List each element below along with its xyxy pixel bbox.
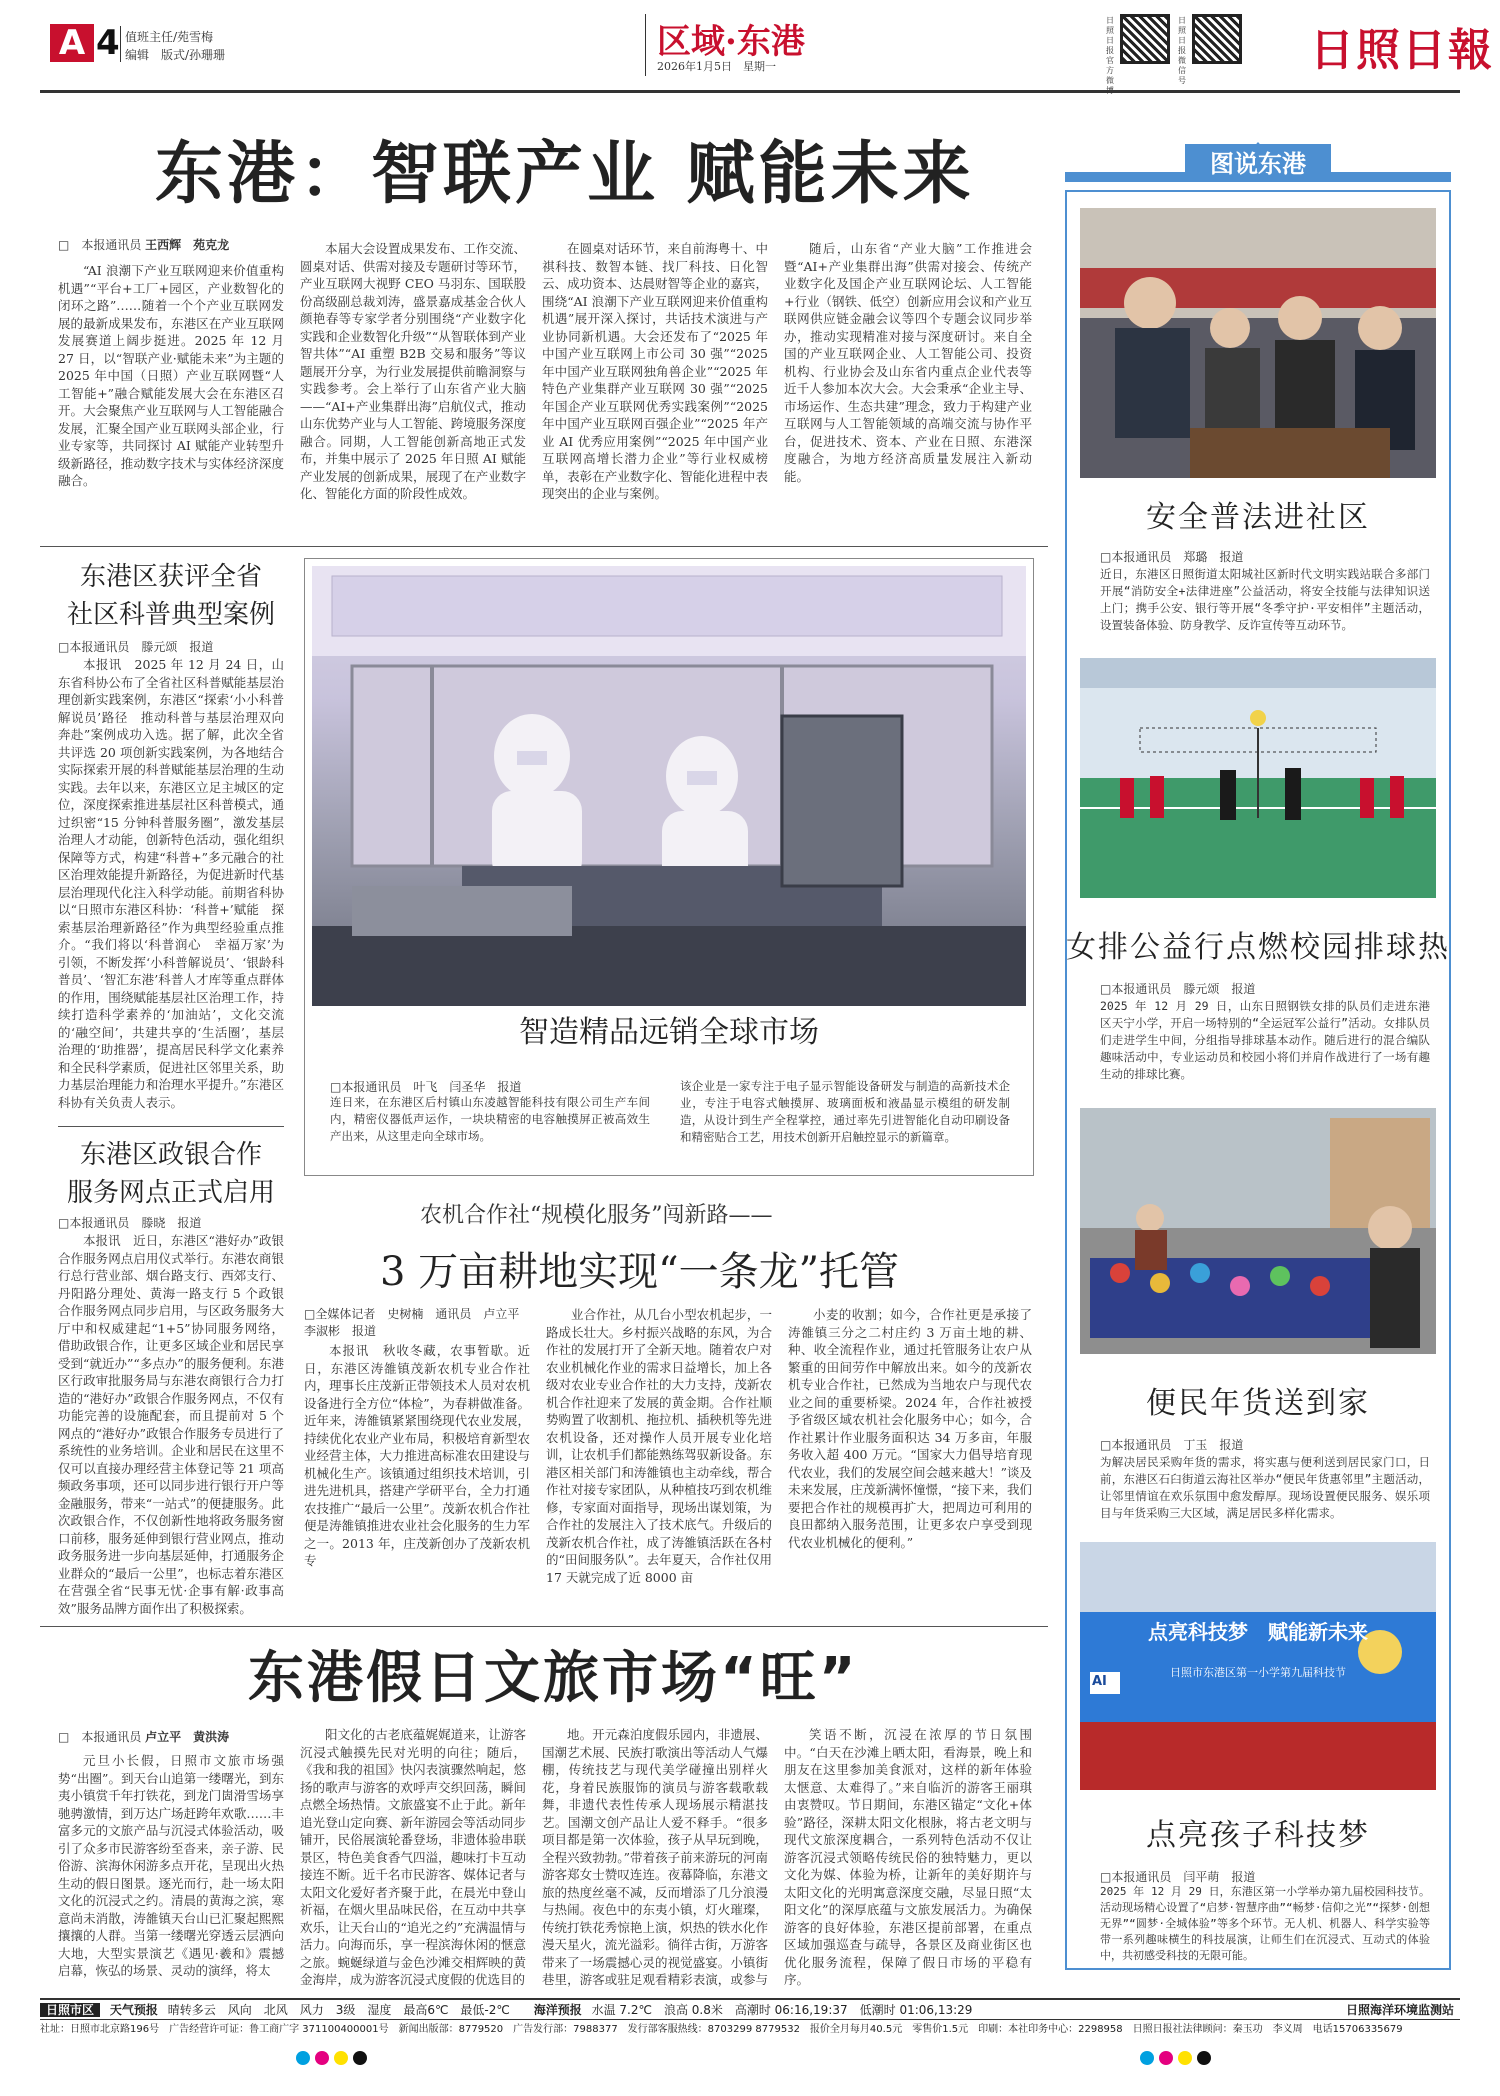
divider bbox=[645, 14, 646, 76]
section-name: 区域·东港 bbox=[657, 22, 805, 62]
story-body bbox=[58, 656, 284, 1120]
qr-label: 日照日报官方微 bbox=[1106, 16, 1114, 85]
volleyball-photo bbox=[1080, 658, 1436, 898]
editor-credits bbox=[125, 28, 225, 64]
story-byline: □全媒体记者 史树楠 通讯员 卢立平 李淑彬 报道 bbox=[304, 1307, 532, 1338]
farm-column-1 bbox=[304, 1342, 530, 1618]
paragraph: 阳文化的古老底蕴娓娓道来，让游客沉浸式触摸先民对光明的向往；随后，《我和我的祖国》快闪表演骤然响起，悠扬的歌声与游客的欢呼声交织回荡，瞬间点燃全场热情。文旅盛宴不止于此。新年追光登山定向赛、新年游园会等活动同步铺开，民俗展演轮番登场，非遗体验串联景区，特色美食香气四溢，趣味打卡互动接连不断。近千名市民游客、媒体记者与太阳文化爱好者齐聚于此，在晨光中登山祈福，在烟火里品味民俗，在互动中共享欢乐，让天台山的“追光之约”充满温情与活力。向海而乐，享一程滨海休闲的惬意之旅。蜿蜒绿道与金色沙滩交相辉映的黄金海岸，成为游客沉浸式度假的优选目的 bbox=[300, 1727, 526, 1987]
paragraph: 笑语不断，沉浸在浓厚的节日氛围中。“白天在沙滩上晒太阳，看海景，晚上和朋友在这里参加美食派对，这样的新年体验太惬意、太难得了。”来自临沂的游客王丽琪由衷赞叹。节日期间，东港区锚定“文化+体验”路径，深耕太阳文化根脉，将古老文明与现代文旅深度耦合，一系列特色活动不仅让游客沉浸式领略传统民俗的独特魅力，更以文化为媒、体验为桥，让新年的美好期许与太阳文化的光明寓意深度交融，尽显日照“太阳文化”的深厚底蕴与文旅发展活力。为确保游客的良好体验，东港区提前部署，在重点区域加强巡查与疏导，各景区及商业街区也优化服务流程，保障了假日市场的平稳有序。 bbox=[784, 1727, 1032, 1987]
sidebar-item-title: 便民年货送到家 bbox=[1146, 1386, 1370, 1421]
paragraph: 小麦的收割；如今，合作社更是承接了涛雒镇三分之二村庄约 3 万亩土地的耕、种、收全流程作业，通过托管服务让农户从繁重的田间劳作中解放出来。如今的茂新农机专业合作社，已然成为当地农户与现代农业之间的重要桥梁。2024 年，合作社被授予省级区域农机社会化服务中心；如今，合作社累计作业服务面积达 34 万多亩，年服务收入超 400 万元。“国家大力倡导培育现代农业，我们的发展空间会越来越大！”谈及未来发展，庄茂新满怀憧憬，“接下来，我们要把合作社的规模再扩大，把周边可利用的良田都纳入服务范围，让更多农户享受到现代农业机械化的便利。” bbox=[788, 1307, 1032, 1550]
sidebar-item-title: 安全普法进社区 bbox=[1146, 500, 1370, 535]
sidebar-banner-title: 图说东港 bbox=[1210, 150, 1306, 178]
sidebar-item-caption: 2025 年 12 月 29 日，东港区第一小学举办第九届校园科技节。活动现场精心设置了“启梦·智慧序曲”“畅梦·信仰之光”“探梦·创想无界”“圆梦·全城体验”等多个环节。无人机、机器人、科学实验等带一系列趣味横生的科技展演，让师生们在沉浸式、互动式的体验中，共初感受科技的无限可能。 bbox=[1100, 1885, 1430, 1962]
sidebar-item-caption: 2025 年 12 月 29 日，山东日照钢铁女排的队员们走进东港区天宁小学，开启一场特别的“全运冠军公益行”活动。女排队员们走进学生中间，分组指导排球基本动作。随后进行的混合编队趣味活动中，专业运动员和校园小将们并肩作战进行了一场有趣生动的排球比赛。 bbox=[1100, 999, 1430, 1081]
byline-prefix: □ 本报通讯员 bbox=[58, 1730, 142, 1744]
weather-label: 天气预报 bbox=[109, 2003, 158, 2017]
photo-caption-right: 该企业是一家专注于电子显示智能设备研发与制造的高新技术企业，专注于电容式触摸屏、玻璃面板和液晶显示模组的研发制造，从设计到生产全程掌控，通过率先引进智能化自动印刷设备和精密贴合工艺，用技术创新开启触控显示的新篇章。 bbox=[680, 1079, 1010, 1144]
sea-text: 水温 7.2℃ 浪高 0.8米 高潮时 06:16,19:37 低潮时 01:06,13:29 bbox=[591, 2003, 973, 2017]
sidebar-item-title: 点亮孩子科技梦 bbox=[1146, 1818, 1370, 1853]
sidebar-item-byline: □本报通讯员 滕元颂 报道 bbox=[1100, 982, 1256, 996]
sidebar-item-caption: 近日，东港区日照街道太阳城社区新时代文明实践站联合多部门开展“消防安全+法律进座”公益活动，将安全技能与法律知识送上门；携手公安、银行等开展“冬季守护·平安相伴”主题活动，设置装备体验、防身教学、反诈宣传等互动环节。 bbox=[1100, 567, 1430, 632]
byline-names: 王西辉 苑克龙 bbox=[145, 238, 230, 252]
photo-caption-left: 连日来，在东港区后村镇山东凌越智能科技有限公司生产车间内，精密仪器低声运作，一块块精密的电容触摸屏正被高效生产出来，从这里走向全球市场。 bbox=[330, 1095, 650, 1143]
lead-byline bbox=[58, 236, 229, 253]
byline-names: 卢立平 黄洪涛 bbox=[145, 1730, 230, 1744]
farm-column-3 bbox=[788, 1306, 1032, 1618]
qr-code-icon bbox=[1192, 14, 1242, 64]
festival-banner-text: 点亮科技梦 赋能新未来 bbox=[1148, 1620, 1368, 1644]
registration-marks bbox=[296, 2050, 367, 2069]
paragraph: 本报讯 近日，东港区“港好办”政银合作服务网点启用仪式举行。东港农商银行总行营业部、烟台路支行、西郊支行、丹阳路分理处、黄海一路支行 5 个政银合作服务网点同步启用，与区政务服务大厅中和权威建起“1+5”协同服务网络，借助政银合作，让更多区域企业和居民享受到“就近办”“多点办”的服务便利。东港区行政审批服务局与东港农商银行合力打造的“港好办”政银合作服务网点，不仅有功能完善的设施配套，而且提前对 5 个网点的“港好办”政银合作服务专员进行了系统性的业务培训。企业和居民在这里不仅可以直接办理经营主体登记等 21 项高频政务事项，还可以同步进行银行开户等金融服务，带来“一站式”的便捷服务。此次政银合作，不仅创新性地将政务服务窗口前移，服务延伸到银行营业网点，推动政务服务进一步向基层延伸，打通服务企业群众的“最后一公里”，也标志着东港区在营强全省“民事无忧·企事有解·政事高效”服务品牌方面作出了积极探索。 bbox=[58, 1233, 284, 1616]
story-headline bbox=[58, 1136, 284, 1212]
cyan-mark-icon bbox=[296, 2051, 310, 2065]
paragraph: 随后，山东省“产业大脑”工作推进会暨“AI+产业集群出海”供需对接会、传统产业数字化及国企产业互联网论坛、人工智能+行业（钢铁、低空）创新应用会议和产业互联网供应链金融会议等四个专题会议同步举办，推动实现精准对接与深度研讨。来自全国的产业互联网企业、人工智能公司、投资机构、行业协会及山东省内重点企业代表等近千人参加本次大会。大会秉承“企业主导、市场运作、生态共建”理念，致力于构建产业互联网与人工智能领域的高端交流与协作平台，促进技术、资本、产业在日照、东港深度融合，为地方经济高质量发展注入新动能。 bbox=[784, 241, 1032, 484]
divider bbox=[120, 26, 121, 62]
paragraph: 本报讯 秋收冬藏，农事暂歇。近日，东港区涛雒镇茂新农机专业合作社内，理事长庄茂新正带领技术人员对农机设备进行全方位“体检”，为春耕做准备。近年来，涛雒镇紧紧围绕现代农业发展，持续优化农业产业布局，积极培育新型农业经营主体，大力推进高标准农田建设与机械化生产。该镇通过组织技术培训，引进先进机具，搭建产学研平台，全力打通农技推广“最后一公里”。茂新农机合作社便是涛雒镇推进农业社会化服务的生力军之一。2013 年，庄茂新创办了茂新农机专 bbox=[304, 1343, 530, 1568]
yellow-mark-icon bbox=[334, 2051, 348, 2065]
tour-column-1 bbox=[58, 1752, 284, 1988]
black-mark-icon bbox=[1197, 2051, 1211, 2065]
paragraph: 本报讯 2025 年 12 月 24 日，山东省科协公布了全省社区科普赋能基层治理创新实践案例，东港区“探索‘小小科普解说员’路径 推动科普与基层治理双向奔赴”案例成功入选。据了解，此次全省共评选 20 项创新实践案例，为各地结合实际探索开展的科普赋能基层治理的生动实践。去年以来，东港区立足主城区的定位，深度探索推进基层社区科普模式，通过织密“15 分钟科普服务圈”，激发基层治理人才动能，创新特色活动，强化组织保障等方式，构建“科普+”多元融合的社区治理效能提升新路径，为促进新时代基层治理现代化注入科学动能。前期省科协以“日照市东港区科协：‘科普+’赋能 探索基层治理新路径”作为典型经验重点推介。“我们将以‘科普润心 幸福万家’为引领，不断发挥‘小科普解说员’、‘银龄科普员’、‘智汇东港’科普人才库等重点群体的作用，围绕赋能基层社区治理工作，持续打造科学素养的‘加油站’，文化交流的‘融空间’，共建共享的‘生活圈’，基层治理的‘助推器’，提高居民科学文化素养和全民科学素质，促进社区邻里关系，助力基层治理能力和治理水平提升。”东港区科协有关负责人表示。 bbox=[58, 657, 284, 1110]
tour-column-3 bbox=[542, 1726, 768, 1988]
volleyball-scene bbox=[1080, 658, 1436, 898]
qr-label: 日照日报微信号 bbox=[1178, 16, 1186, 85]
lead-column-4 bbox=[784, 240, 1032, 538]
issue-date: 2026年1月5日 星期一 bbox=[657, 60, 776, 73]
paragraph: “AI 浪潮下产业互联网迎来价值重构机遇”“平台+工厂+园区，产业数智化的闭环之路”……随着一个个产业互联网发展的最新成果发布，东港区在产业互联网发展赛道上阔步挺进。2025 年 12 月 27 日，以“智联产业·赋能未来”为主题的 2025 年中国（日照）产业互联网暨“人工智能+”融合赋能发展大会在东港区召开。大会聚焦产业互联网与人工智能融合发展，汇聚全国产业互联网头部企业，行业专家等，共同探讨 AI 赋能产业转型升级新路径，推动数字技术与实体经济深度融合。 bbox=[58, 263, 284, 488]
headline-line: 社区科普典型案例 bbox=[66, 600, 275, 630]
registration-marks bbox=[1140, 2050, 1211, 2069]
sea-label: 海洋预报 bbox=[533, 2003, 582, 2017]
section-rule bbox=[58, 1126, 284, 1127]
sidebar-item-byline: □本报通讯员 闫平萌 报道 bbox=[1100, 1870, 1256, 1884]
tour-column-2 bbox=[300, 1726, 526, 1988]
community-photo bbox=[1080, 208, 1436, 478]
lead-column-2 bbox=[300, 240, 526, 538]
market-photo bbox=[1080, 1108, 1436, 1354]
sidebar-item-byline: □本报通讯员 郑璐 报道 bbox=[1100, 550, 1244, 564]
sidebar-item-byline: □本报通讯员 丁玉 报道 bbox=[1100, 1438, 1244, 1452]
publisher-info: 社址：日照市北京路196号 广告经营许可证：鲁工商广字 371100400001号 新闻出版部：8779520 广告发行部：7988377 发行部客服热线：8703299 8779532 报价全月每月40.5元 零售价1.5元 印刷：本社印务中心：2298958 日照日报社法律顾问：秦玉功 李义周 电话15706335679 bbox=[40, 2024, 1403, 2035]
story-byline: □本报通讯员 滕晓 报道 bbox=[58, 1216, 202, 1230]
photo-byline: □本报通讯员 叶飞 闫圣华 报道 bbox=[330, 1080, 522, 1094]
section-rule bbox=[40, 1626, 1048, 1627]
paragraph: 本届大会设置成果发布、工作交流、圆桌对话、供需对接及专题研讨等环节，产业互联网大视野 CEO 马羽东、国联股份高级副总裁刘涛，盛景嘉成基金合伙人颜艳春等专家学者分别围绕“产业数字化实践和企业数智化升级”“从智联体到产业智共体”“AI 重塑 B2B 交易和服务”等议题展开分享，为行业发展提供前瞻洞察与实践参考。会上举行了山东省产业大脑——“AI+产业集群出海”启航仪式，推动山东优势产业与人工智能、跨境服务深度融合。同期，人工智能创新高地正式发布，并集中展示了 2025 年日照 AI 赋能产业发展的创新成果，展现了在产业数字化、智能化方面的阶段性成效。 bbox=[300, 241, 526, 501]
photo-headline: 智造精品远销全球市场 bbox=[519, 1015, 819, 1050]
story-byline bbox=[58, 1728, 229, 1745]
masthead-rule bbox=[40, 90, 1460, 93]
story-body bbox=[58, 1232, 284, 1622]
sea-source: 日照海洋环境监测站 bbox=[1345, 2003, 1454, 2017]
sidebar-item-caption: 为解决居民采购年货的需求，将实惠与便利送到居民家门口，日前，东港区石臼街道云海社区举办“便民年货惠邻里”主题活动，让邻里情谊在欢乐氛围中愈发醇厚。现场设置便民服务、娱乐项目与年货采购三大区域，满足居民多样化需求。 bbox=[1100, 1455, 1430, 1520]
cyan-mark-icon bbox=[1140, 2051, 1154, 2065]
lead-column-3 bbox=[542, 240, 768, 538]
lead-column-1 bbox=[58, 262, 284, 538]
tour-column-4 bbox=[784, 1726, 1032, 1988]
weather-region: 日照市区 bbox=[40, 2003, 100, 2017]
story-headline: 3 万亩耕地实现“一条龙”托管 bbox=[380, 1249, 900, 1295]
factory-photo bbox=[312, 566, 1026, 1006]
editor-line-2: 编辑 版式/孙珊珊 bbox=[125, 48, 226, 62]
sidebar-item-title: 女排公益行点燃校园排球热 bbox=[1066, 930, 1450, 965]
paragraph: 地。开元森泊度假乐园内，非遗展、国潮艺术展、民族打歌演出等活动人气爆棚，传统技艺与现代美学碰撞出别样火花，身着民族服饰的演员与游客载歌载舞，非遗代表性传承人现场展示精湛技艺。国潮文创产品让人爱不释手。“很多项目都是第一次体验，孩子从早玩到晚，全程兴致勃勃。”带着孩子前来游玩的河南游客郑女士赞叹连连。夜幕降临，东港文旅的热度丝毫不减，反而增添了几分浪漫与热闹。夜色中的东夷小镇，灯火璀璨，传统打铁花秀惊艳上演，炽热的铁水化作漫天星火，流光溢彩。徜徉古街，万游客带来了一场震撼心灵的视觉盛宴。小镇街巷里，游客或驻足观看精彩表演，或参与 bbox=[542, 1727, 768, 1987]
farm-column-2 bbox=[546, 1306, 772, 1618]
story-kicker: 农机合作社“规模化服务”闯新路—— bbox=[420, 1203, 773, 1228]
section-rule bbox=[40, 546, 1048, 547]
page-letter: A bbox=[50, 24, 94, 62]
magenta-mark-icon bbox=[315, 2051, 329, 2065]
paragraph: 业合作社，从几台小型农机起步，一路成长壮大。乡村振兴战略的东风，为合作社的发展打开了全新天地。随着农户对农业机械化作业的需求日益增长，加上各级对农业专业合作社的大力支持，茂新农机合作社迎来了发展的黄金期。合作社顺势购置了收割机、拖拉机、插秧机等先进农机设备，还对操作人员开展专业化培训，让农机手们都能熟练驾驭新设备。东港区相关部门和涛雒镇也主动牵线，帮合作社对接专家团队，从种植技巧到农机维修，专家面对面指导，现场出谋划策，为合作社的发展注入了技术底气。升级后的茂新农机合作社，成了涛雒镇活跃在各村的“田间服务队”。去年夏天，合作社仅用 17 天就完成了近 8000 亩 bbox=[546, 1307, 772, 1585]
byline-prefix: □ 本报通讯员 bbox=[58, 238, 142, 252]
community-scene bbox=[1080, 208, 1436, 478]
qr-code-icon bbox=[1120, 14, 1170, 64]
festival-banner-sub: 日照市东港区第一小学第九届科技节 bbox=[1170, 1666, 1346, 1679]
magenta-mark-icon bbox=[1159, 2051, 1173, 2065]
black-mark-icon bbox=[353, 2051, 367, 2065]
editor-line-1: 值班主任/苑雪梅 bbox=[125, 30, 214, 44]
weather-text: 晴转多云 风向 北风 风力 3级 湿度 最高6℃ 最低-2℃ bbox=[167, 2003, 510, 2017]
paragraph: 元旦小长假，日照市文旅市场强势“出圈”。到天台山追第一缕曙光，到东夷小镇赏千年打铁花，到龙门崮滑雪场享驰骋激情，到万达广场赶跨年欢歌……丰富多元的文旅产品与沉浸式体验活动，吸引了众多市民游客纷至沓来，亲子游、民俗游、滨海休闲游多点开花，呈现出火热生动的假日图景。逐光而行，赴一场太阳文化的沉浸式之约。清晨的黄海之滨，寒意尚未消散，涛雒镇天台山已汇聚起熙熙攘攘的人群。当第一缕曙光穿透云层洒向大地，大型实景演艺《遇见·羲和》震撼启幕，恢弘的场景、灵动的演绎，将太 bbox=[58, 1753, 284, 1978]
paragraph: 在圆桌对话环节，来自前海粤十、中祺科技、数智本链、找厂科技、日化智云、成功资本、达晨财智等企业的嘉宾，围绕“AI 浪潮下产业互联网迎来价值重构机遇”展开深入探讨，共话技术演进与产业协同新机遇。大会还发布了“2025 年中国产业互联网上市公司 30 强”“2025 年中国产业互联网独角兽企业”“2025 年特色产业集群产业互联网 30 强”“2025 年国企产业互联网优秀实践案例”“2025 年中国产业互联网百强企业”“2025 年产业 AI 优秀应用案例”“2025 年中国产业互联网高增长潜力企业”等行业权威榜单，表彰在产业数字化、智能化进程中表现突出的企业与案例。 bbox=[542, 241, 768, 501]
headline-line: 服务网点正式启用 bbox=[66, 1178, 275, 1208]
story-headline bbox=[58, 558, 284, 634]
headline-line: 东港区获评全省 bbox=[79, 562, 262, 592]
story-byline: □本报通讯员 滕元颂 报道 bbox=[58, 640, 214, 654]
yellow-mark-icon bbox=[1178, 2051, 1192, 2065]
headline-line: 东港区政银合作 bbox=[79, 1140, 262, 1170]
story-headline: 东港假日文旅市场“旺” bbox=[248, 1646, 859, 1711]
cleanroom-illustration bbox=[312, 566, 1026, 1006]
newspaper-logo: 日照日報 bbox=[1310, 25, 1494, 76]
ai-label: AI bbox=[1092, 1674, 1107, 1689]
weather-bar bbox=[40, 1998, 1460, 2020]
market-scene bbox=[1080, 1108, 1436, 1354]
lead-headline: 东港：智联产业 赋能未来 bbox=[155, 135, 975, 214]
page-number: 4 bbox=[96, 23, 120, 63]
